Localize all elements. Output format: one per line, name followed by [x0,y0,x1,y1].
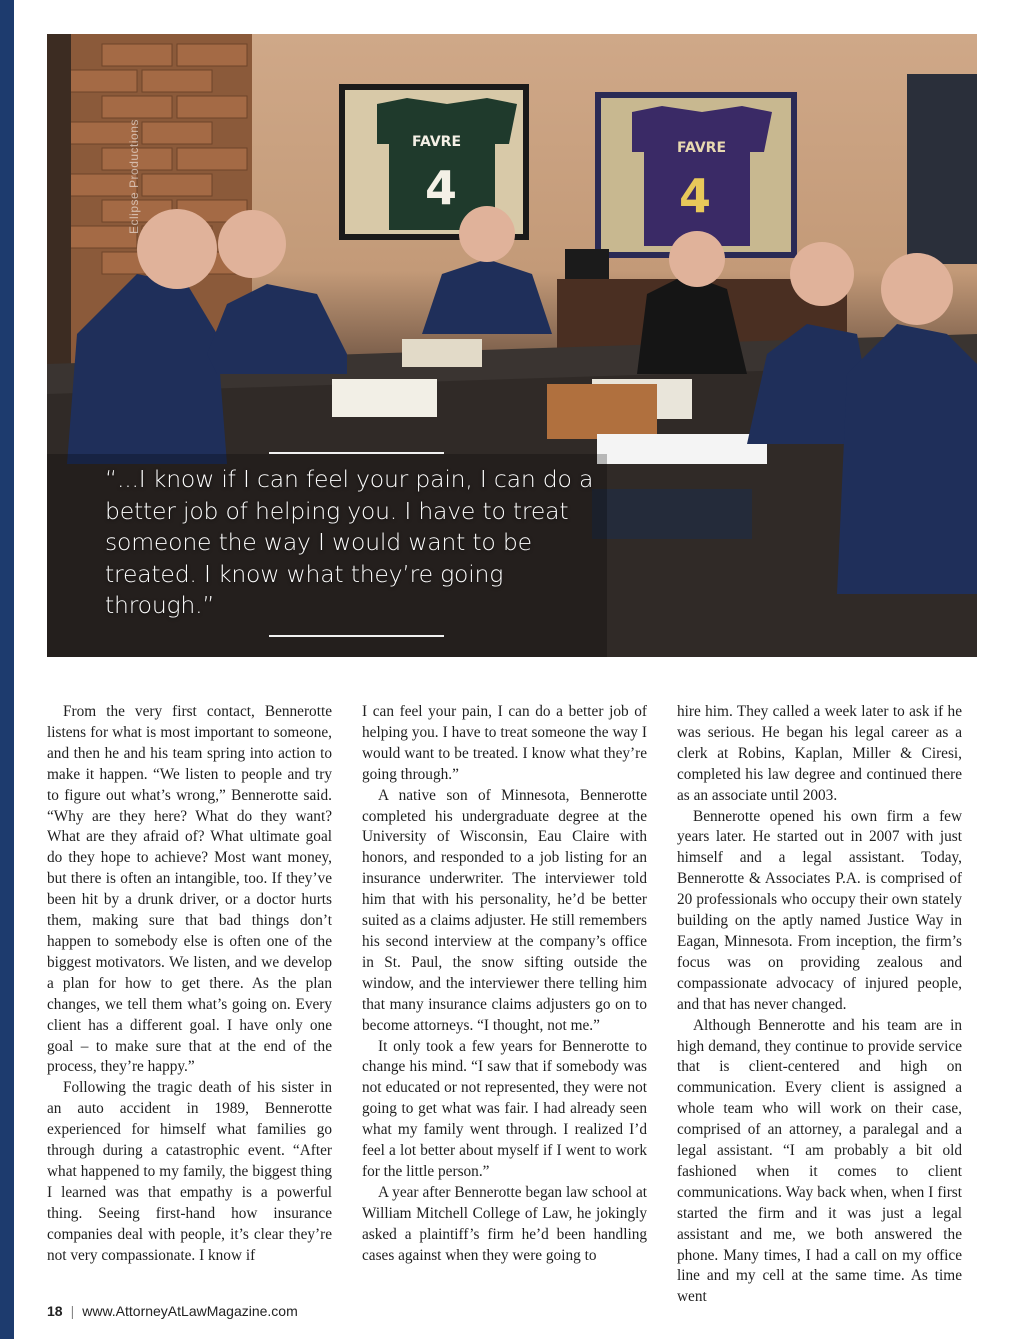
page-number: 18 [47,1303,63,1319]
paragraph: A year after Bennerotte began law school at William Mitchell College of Law, he jokingly asked a plaintiff’s firm he’d been handling cases against when they were going to [362,1183,647,1264]
jersey-right-name: FAVRE [677,140,727,156]
photo-credit: Eclipse Productions [127,119,141,234]
navy-side-bar [0,0,14,1339]
article-body [47,702,977,1306]
paragraph: It only took a few years for Bennerotte to change his mind. “I saw that if somebody was not educated or not represented, they were not going to get what was fair. I had already seen what my family went through. I realized I’d feel a lot better about myself if I went to work for the little person.” [362,1037,647,1180]
website-link[interactable]: www.AttorneyAtLawMagazine.com [82,1303,298,1319]
paragraph: Although Bennerotte and his team are in high demand, they continue to provide service that is client-centered and high on communication. Every client is assigned a whole team who will work on their case, comprised of an attorney, a paralegal and a legal assistant. “I am probably a bit old fashioned when it comes to client communications. Way back when, when I first started the firm and it was just a legal assistant and me, we both answered the phone. Many times, I had a call on my office line and my cell at the same time. As time went [677,1016,962,1306]
pull-quote: “...I know if I can feel your pain, I can do a better job of helping you. I have to treat someone the way I would want to be treated. I know what they’re going through.” [105,465,594,620]
article-column-1 [47,702,332,1266]
pull-quote-bottom-rule [269,635,444,637]
meeting-photo [47,34,977,657]
page-footer [47,1303,298,1319]
pull-quote-top-rule [269,452,444,454]
footer-separator: | [70,1303,75,1319]
jersey-left-name: FAVRE [412,134,462,150]
article-column-2 [362,702,647,1266]
paragraph: I can feel your pain, I can do a better job of helping you. I have to treat someone the way I would want to be treated. I know what they’re going through.” [362,703,647,783]
article-column-3 [677,702,962,1308]
paragraph: From the very first contact, Bennerotte listens for what is most important to someone, and then he and his team spring into action to make it happen. “We listen to people and try to figure out what’s wrong,” Bennerotte said. “Why are they here? What do they want? What are they afraid of? What ultimate goal do they hope to achieve? Most want money, but there is often an intangible, too. If they’ve been hit by a drunk driver, or a doctor hurts them, making sure that bad things don’t happen to somebody else is often one of the biggest motivators. We listen, and we develop a plan for how to get there. As the plan changes, we tell them what’s going on. Every client has a different goal. I have only one goal – to make sure that at the end of the process, they’re happy.” [47,703,332,1076]
paragraph: Bennerotte opened his own firm a few years later. He started out in 2007 with just himself and a legal assistant. Today, Bennerotte & Associates P.A. is comprised of 20 professionals who occupy their own stately building on the aptly named Justice Way in Eagan, Minnesota. From inception, the firm’s focus was on providing zealous and compassionate advocacy of injured people, and that has never changed. [677,807,962,1013]
paragraph: A native son of Minnesota, Bennerotte completed his undergraduate degree at the University of Wisconsin, Eau Claire with honors, and responded to a job listing for an insurance underwriter. The interviewer told him that with his personality, he’d be better suited as a claims adjuster. He still remembers his second interview at the company’s office in St. Paul, the snow sifting outside the window, and the interviewer there telling him that many insurance claims adjusters go on to become attorneys. “I thought, not me.” [362,786,647,1034]
paragraph: hire him. They called a week later to ask if he was serious. He began his legal career as a clerk at Robins, Kaplan, Miller & Ciresi, completed his law degree and continued there as an associate until 2003. [677,703,962,804]
paragraph: Following the tragic death of his sister in an auto accident in 1989, Bennerotte experienced for himself what families go through during a catastrophic event. “After what happened to my family, the biggest thing I learned was that empathy is a powerful thing. Seeing first-hand how insurance companies deal with people, it’s clear they’re not very compassionate. I know if [47,1079,332,1264]
jersey-left-number: 4 [425,161,458,215]
jersey-right-number: 4 [679,169,712,223]
